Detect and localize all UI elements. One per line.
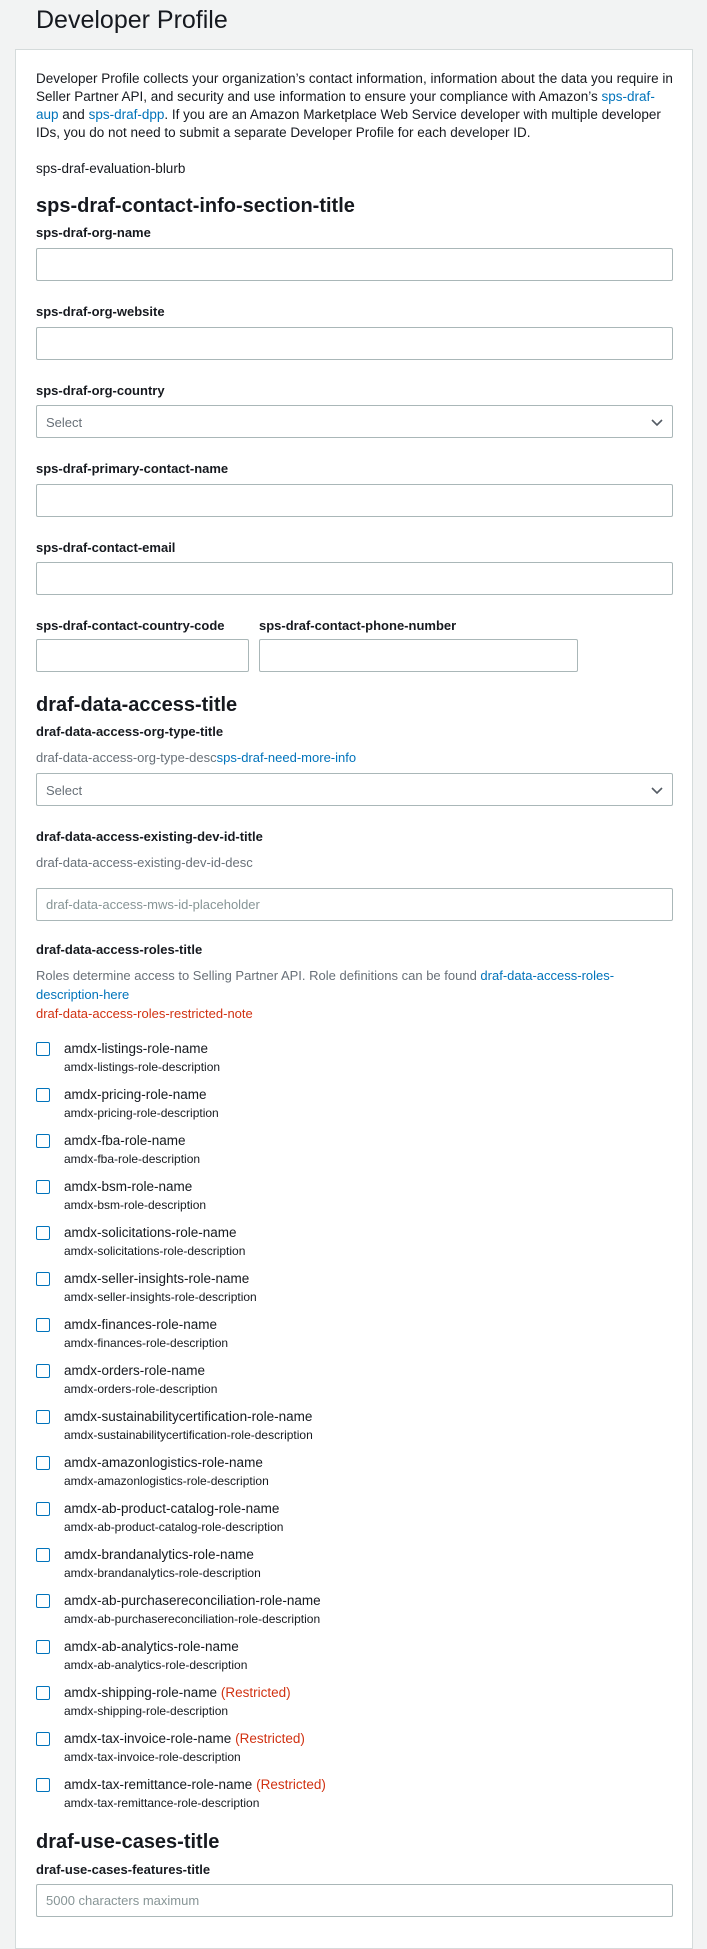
role-option[interactable] — [36, 1364, 636, 1402]
chevron-down-icon — [650, 415, 664, 429]
role-checkbox[interactable] — [36, 1410, 50, 1424]
need-more-info-link[interactable]: sps-draf-need-more-info — [216, 750, 357, 765]
role-checkbox[interactable] — [36, 1272, 50, 1286]
role-description: amdx-solicitations-role-description — [64, 1244, 246, 1258]
role-checkbox[interactable] — [36, 1686, 50, 1700]
org-type-title: draf-data-access-org-type-title — [36, 724, 224, 739]
contact-email-label: sps-draf-contact-email — [36, 540, 176, 555]
role-option[interactable] — [36, 1548, 636, 1586]
role-name-text: amdx-tax-invoice-role-name — [64, 1731, 232, 1746]
roles-description — [36, 966, 636, 1004]
role-name — [64, 1409, 312, 1424]
role-name-text: amdx-ab-product-catalog-role-name — [64, 1501, 280, 1516]
phone-number-input[interactable] — [259, 639, 578, 672]
role-description: amdx-shipping-role-description — [64, 1704, 229, 1718]
role-name-text: amdx-listings-role-name — [64, 1041, 209, 1056]
role-name — [64, 1179, 192, 1194]
role-option[interactable] — [36, 1732, 636, 1770]
role-description: amdx-bsm-role-description — [64, 1198, 207, 1212]
role-name — [64, 1501, 279, 1516]
restricted-tag: (Restricted) — [220, 1685, 291, 1700]
role-option[interactable] — [36, 1410, 636, 1448]
use-cases-title: draf-use-cases-title — [36, 1831, 220, 1853]
role-name — [64, 1363, 205, 1378]
role-description: amdx-tax-invoice-role-description — [64, 1750, 241, 1764]
phone-number-label: sps-draf-contact-phone-number — [259, 618, 457, 633]
role-option[interactable] — [36, 1272, 636, 1310]
role-name — [64, 1639, 239, 1654]
country-code-label: sps-draf-contact-country-code — [36, 618, 225, 633]
role-name — [64, 1317, 217, 1332]
primary-contact-input[interactable] — [36, 484, 673, 517]
role-name-text: amdx-seller-insights-role-name — [64, 1271, 250, 1286]
role-name-text: amdx-amazonlogistics-role-name — [64, 1455, 263, 1470]
dpp-link[interactable]: sps-draf-dpp — [88, 107, 165, 122]
org-country-select-value: Select — [46, 415, 83, 430]
role-checkbox[interactable] — [36, 1778, 50, 1792]
restricted-tag: (Restricted) — [235, 1731, 305, 1746]
role-name — [64, 1593, 321, 1608]
role-name-text: amdx-finances-role-name — [64, 1317, 218, 1332]
role-checkbox[interactable] — [36, 1640, 50, 1654]
role-option[interactable] — [36, 1640, 636, 1678]
role-name-text: amdx-fba-role-name — [64, 1133, 186, 1148]
role-name — [64, 1731, 305, 1746]
role-description: amdx-listings-role-description — [64, 1060, 221, 1074]
role-description: amdx-fba-role-description — [64, 1152, 201, 1166]
role-option[interactable] — [36, 1042, 636, 1080]
contact-email-input[interactable] — [36, 562, 673, 595]
page-title: Developer Profile — [36, 6, 228, 34]
role-checkbox[interactable] — [36, 1456, 50, 1470]
role-name-text: amdx-brandanalytics-role-name — [64, 1547, 254, 1562]
role-name-text: amdx-bsm-role-name — [64, 1179, 193, 1194]
role-option[interactable] — [36, 1180, 636, 1218]
role-option[interactable] — [36, 1456, 636, 1494]
intro-paragraph — [36, 70, 676, 142]
role-description: amdx-pricing-role-description — [64, 1106, 219, 1120]
org-type-select[interactable] — [36, 773, 673, 806]
role-description: amdx-brandanalytics-role-description — [64, 1566, 261, 1580]
role-checkbox[interactable] — [36, 1318, 50, 1332]
role-name — [64, 1133, 186, 1148]
role-description: amdx-ab-purchasereconciliation-role-description — [64, 1612, 321, 1626]
role-option[interactable] — [36, 1088, 636, 1126]
existing-dev-id-title: draf-data-access-existing-dev-id-title — [36, 829, 263, 844]
role-name — [64, 1225, 237, 1240]
role-description: amdx-seller-insights-role-description — [64, 1290, 257, 1304]
role-checkbox[interactable] — [36, 1134, 50, 1148]
role-checkbox[interactable] — [36, 1226, 50, 1240]
role-option[interactable] — [36, 1502, 636, 1540]
role-name-text: amdx-shipping-role-name — [64, 1685, 218, 1700]
primary-contact-label: sps-draf-primary-contact-name — [36, 461, 229, 476]
role-option[interactable] — [36, 1134, 636, 1172]
role-checkbox[interactable] — [36, 1502, 50, 1516]
role-description: amdx-finances-role-description — [64, 1336, 229, 1350]
role-name-text: amdx-ab-analytics-role-name — [64, 1639, 239, 1654]
role-option[interactable] — [36, 1318, 636, 1356]
org-name-input[interactable] — [36, 248, 673, 281]
org-country-label: sps-draf-org-country — [36, 383, 165, 398]
role-name-text: amdx-ab-purchasereconciliation-role-name — [64, 1593, 321, 1608]
org-type-desc-text: draf-data-access-org-type-desc — [36, 750, 217, 765]
use-cases-features-input[interactable] — [36, 1884, 673, 1917]
role-description: amdx-sustainabilitycertification-role-description — [64, 1428, 313, 1442]
role-description: amdx-tax-remittance-role-description — [64, 1796, 260, 1810]
role-option[interactable] — [36, 1594, 636, 1632]
use-cases-features-title: draf-use-cases-features-title — [36, 1862, 211, 1877]
org-website-label: sps-draf-org-website — [36, 304, 165, 319]
country-code-input[interactable] — [36, 639, 249, 672]
role-checkbox[interactable] — [36, 1732, 50, 1746]
role-checkbox[interactable] — [36, 1180, 50, 1194]
aup-link[interactable]: sps-draf-aup — [36, 89, 655, 122]
role-description: amdx-ab-analytics-role-description — [64, 1658, 248, 1672]
role-name — [64, 1041, 208, 1056]
role-name-text: amdx-tax-remittance-role-name — [64, 1777, 253, 1792]
role-name-text: amdx-sustainabilitycertification-role-name — [64, 1409, 313, 1424]
roles-description-text: Roles determine access to Selling Partner API. Role definitions can be found — [36, 968, 481, 983]
roles-description-link[interactable]: draf-data-access-roles-description-here — [36, 968, 615, 1002]
contact-info-section-title: sps-draf-contact-info-section-title — [36, 195, 355, 217]
role-name — [64, 1271, 249, 1286]
role-description: amdx-ab-product-catalog-role-description — [64, 1520, 284, 1534]
intro-text: Developer Profile collects your organization’s contact information, information about the data you require in Seller Partner API, and security and use information to ensure your compliance with Amazon’s — [36, 71, 673, 104]
role-name-text: amdx-pricing-role-name — [64, 1087, 207, 1102]
role-name-text: amdx-orders-role-name — [64, 1363, 206, 1378]
role-checkbox[interactable] — [36, 1042, 50, 1056]
role-checkbox[interactable] — [36, 1548, 50, 1562]
org-country-select[interactable] — [36, 405, 673, 438]
role-option[interactable] — [36, 1778, 636, 1816]
org-name-label: sps-draf-org-name — [36, 225, 151, 240]
role-name — [64, 1547, 254, 1562]
role-name — [64, 1685, 291, 1700]
role-checkbox[interactable] — [36, 1088, 50, 1102]
roles-title: draf-data-access-roles-title — [36, 942, 203, 957]
role-option[interactable] — [36, 1686, 636, 1724]
intro-text-end: . If you are an Amazon Marketplace Web Service developer with multiple developer IDs, you do not need to submit a separate Developer Profile for each developer ID. — [36, 107, 661, 140]
evaluation-blurb: sps-draf-evaluation-blurb — [36, 161, 186, 176]
existing-dev-id-desc: draf-data-access-existing-dev-id-desc — [36, 855, 253, 870]
role-name — [64, 1087, 207, 1102]
role-name — [64, 1777, 326, 1792]
org-website-input[interactable] — [36, 327, 673, 360]
intro-text-and: and — [58, 107, 89, 122]
org-type-desc — [36, 750, 356, 765]
mws-id-input[interactable] — [36, 888, 673, 921]
role-description: amdx-orders-role-description — [64, 1382, 218, 1396]
role-description: amdx-amazonlogistics-role-description — [64, 1474, 269, 1488]
role-name — [64, 1455, 263, 1470]
chevron-down-icon — [650, 783, 664, 797]
role-checkbox[interactable] — [36, 1364, 50, 1378]
data-access-title: draf-data-access-title — [36, 694, 238, 716]
role-name-text: amdx-solicitations-role-name — [64, 1225, 237, 1240]
org-type-select-value: Select — [46, 783, 83, 798]
role-option[interactable] — [36, 1226, 636, 1264]
role-checkbox[interactable] — [36, 1594, 50, 1608]
restricted-tag: (Restricted) — [256, 1777, 326, 1792]
roles-restricted-note: draf-data-access-roles-restricted-note — [36, 1006, 253, 1021]
